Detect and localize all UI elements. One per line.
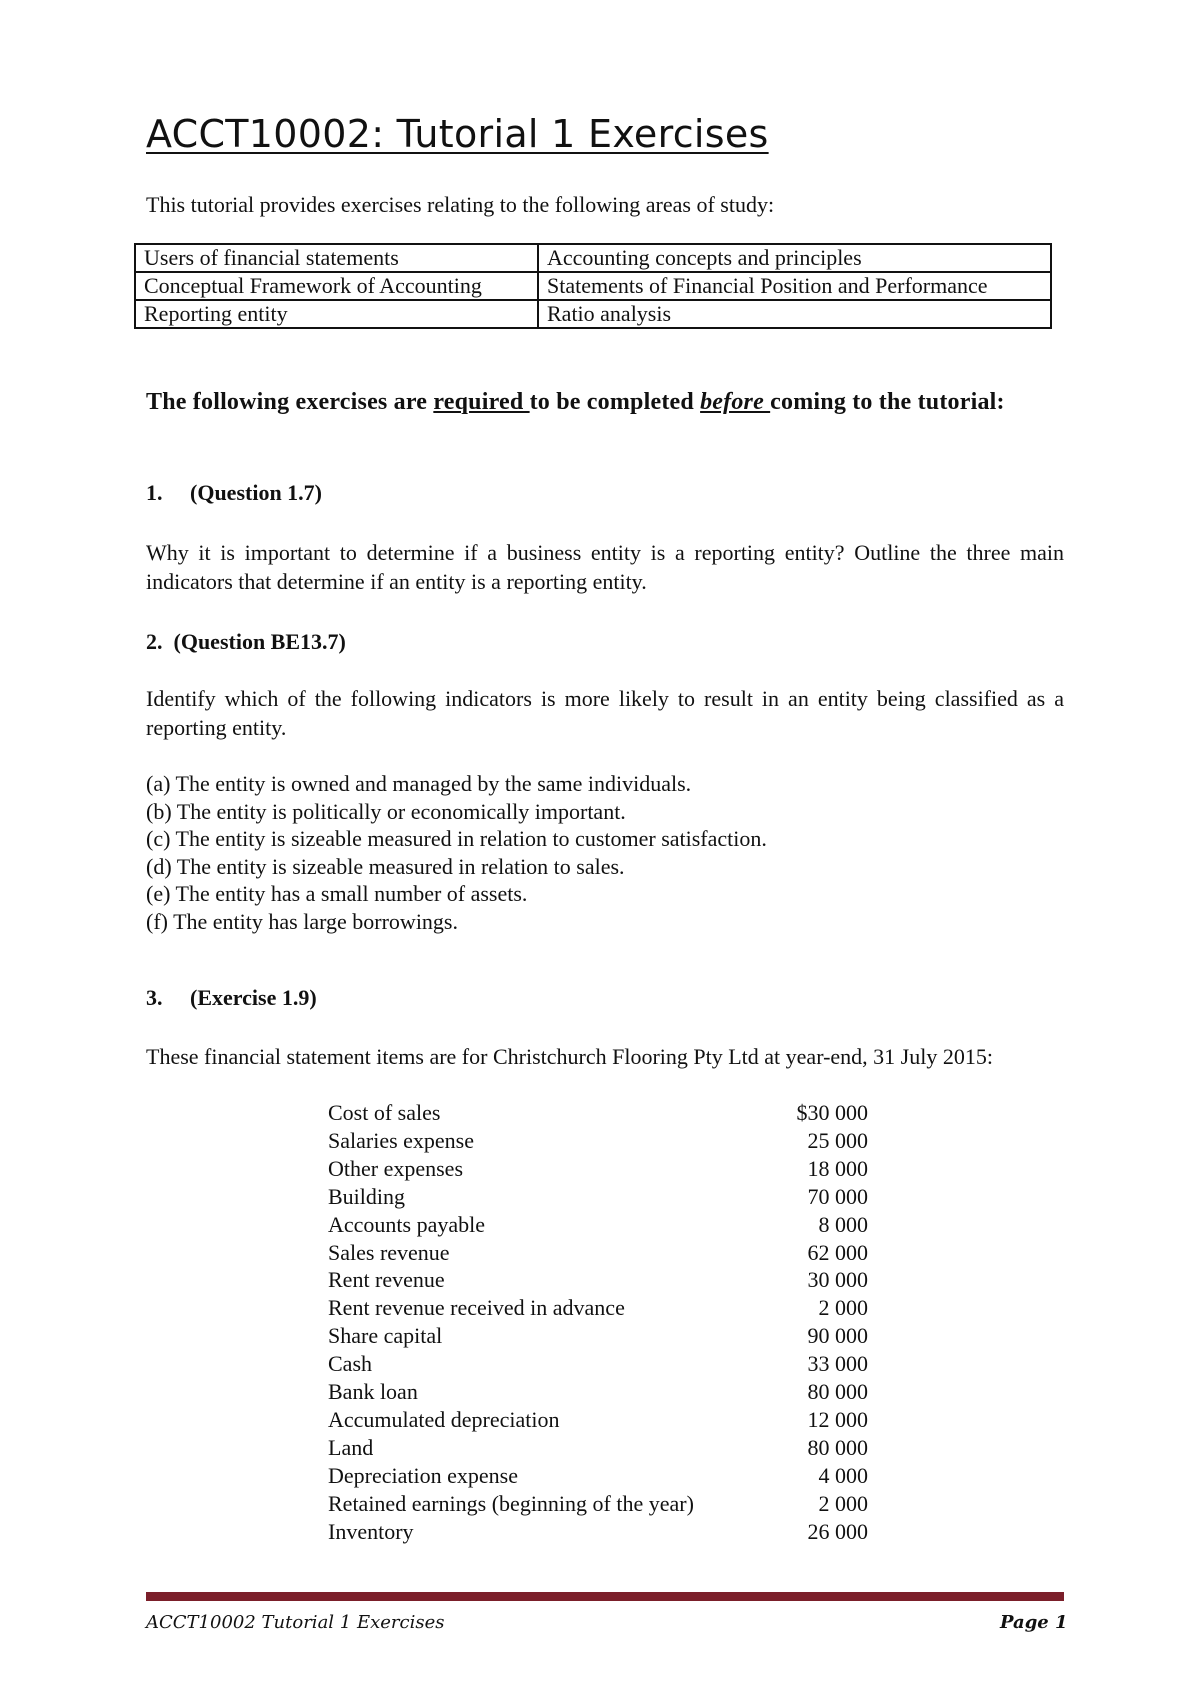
item-value: 62 000 — [807, 1239, 868, 1265]
heading-text: to be completed — [529, 389, 701, 415]
item-value: 8 000 — [818, 1211, 868, 1237]
item-value: 12 000 — [807, 1406, 868, 1432]
item-value: 70 000 — [807, 1183, 868, 1209]
table-row — [328, 1183, 868, 1211]
question-number: 1. — [146, 480, 163, 505]
table-row — [328, 1127, 868, 1155]
item-name: Share capital — [328, 1323, 443, 1349]
page-title: ACCT10002: Tutorial 1 Exercises — [146, 112, 769, 156]
heading-text: coming to the tutorial: — [770, 389, 1005, 415]
item-value: 26 000 — [807, 1518, 868, 1544]
item-name: Land — [328, 1434, 374, 1460]
item-name: Cost of sales — [328, 1100, 441, 1125]
table-row — [328, 1518, 868, 1546]
table-row — [328, 1266, 868, 1294]
item-name: Accounts payable — [328, 1211, 485, 1237]
heading-text: The following exercises are — [146, 389, 434, 415]
question-3-text: These financial statement items are for Christchurch Flooring Pty Ltd at year-end, 31 July 2015: — [146, 1044, 993, 1069]
intro-text: This tutorial provides exercises relating to the following areas of study: — [146, 192, 775, 217]
item-value: 18 000 — [807, 1155, 868, 1181]
item-value: 2 000 — [818, 1490, 868, 1516]
table-row — [328, 1378, 868, 1406]
required-exercises-heading — [146, 386, 1064, 418]
item-value: $30 000 — [796, 1100, 868, 1125]
areas-of-study-table — [134, 243, 1052, 329]
item-name: Inventory — [328, 1518, 414, 1544]
question-number: 3. — [146, 985, 163, 1010]
table-row — [328, 1462, 868, 1490]
financial-items-table — [328, 1099, 868, 1546]
table-cell: Ratio analysis — [538, 300, 1051, 328]
question-2-options — [146, 770, 767, 936]
item-value: 33 000 — [807, 1351, 868, 1377]
table-row — [135, 244, 1051, 272]
question-2-heading — [146, 629, 346, 655]
before-emphasis: before — [700, 389, 771, 415]
item-value: 4 000 — [818, 1462, 868, 1488]
item-name: Rent revenue — [328, 1267, 445, 1293]
table-row — [328, 1239, 868, 1267]
table-row — [328, 1322, 868, 1350]
footer-divider — [146, 1592, 1064, 1601]
item-name: Accumulated depreciation — [328, 1406, 560, 1432]
table-row — [328, 1155, 868, 1183]
table-row — [328, 1099, 868, 1127]
item-name: Cash — [328, 1351, 372, 1377]
item-value: 2 000 — [818, 1295, 868, 1321]
item-value: 25 000 — [807, 1127, 868, 1153]
item-value: 30 000 — [807, 1267, 868, 1293]
item-value: 80 000 — [807, 1434, 868, 1460]
table-row — [328, 1434, 868, 1462]
table-row — [135, 272, 1051, 300]
item-name: Retained earnings (beginning of the year) — [328, 1490, 694, 1516]
required-emphasis: required — [433, 389, 530, 415]
table-row — [328, 1350, 868, 1378]
list-item: (d) The entity is sizeable measured in relation to sales. — [146, 853, 625, 879]
list-item: (f) The entity has large borrowings. — [146, 908, 458, 934]
list-item: (b) The entity is politically or economically important. — [146, 798, 626, 824]
table-row — [328, 1294, 868, 1322]
item-name: Rent revenue received in advance — [328, 1295, 625, 1321]
item-name: Building — [328, 1183, 406, 1209]
question-3-heading — [146, 985, 317, 1011]
list-item: (a) The entity is owned and managed by the same individuals. — [146, 771, 692, 796]
footer-page-number: Page 1 — [1000, 1612, 1068, 1633]
table-cell: Reporting entity — [135, 300, 538, 328]
table-cell: Users of financial statements — [135, 244, 538, 272]
question-2-text: Identify which of the following indicators is more likely to result in an entity being classified as a reporting entity. — [146, 686, 1064, 740]
item-name: Salaries expense — [328, 1127, 474, 1153]
table-row — [135, 300, 1051, 328]
list-item: (e) The entity has a small number of assets. — [146, 881, 528, 907]
item-name: Other expenses — [328, 1155, 464, 1181]
item-value: 90 000 — [807, 1323, 868, 1349]
question-label: (Question 1.7) — [190, 480, 322, 505]
table-row — [328, 1211, 868, 1239]
question-1-heading — [146, 480, 322, 506]
question-label: (Exercise 1.9) — [190, 985, 317, 1010]
table-cell: Statements of Financial Position and Performance — [538, 272, 1051, 300]
list-item: (c) The entity is sizeable measured in relation to customer satisfaction. — [146, 826, 767, 852]
table-cell: Accounting concepts and principles — [538, 244, 1051, 272]
footer-document-title: ACCT10002 Tutorial 1 Exercises — [146, 1612, 445, 1633]
table-cell: Conceptual Framework of Accounting — [135, 272, 538, 300]
item-value: 80 000 — [807, 1379, 868, 1405]
table-row — [328, 1490, 868, 1518]
question-number: 2. — [146, 629, 163, 654]
table-row — [328, 1406, 868, 1434]
question-1-text: Why it is important to determine if a business entity is a reporting entity? Outline the three main indicators that determine if an entity is a reporting entity. — [146, 540, 1064, 594]
question-label: (Question BE13.7) — [173, 629, 346, 654]
item-name: Bank loan — [328, 1379, 418, 1405]
item-name: Sales revenue — [328, 1239, 450, 1265]
item-name: Depreciation expense — [328, 1462, 518, 1488]
